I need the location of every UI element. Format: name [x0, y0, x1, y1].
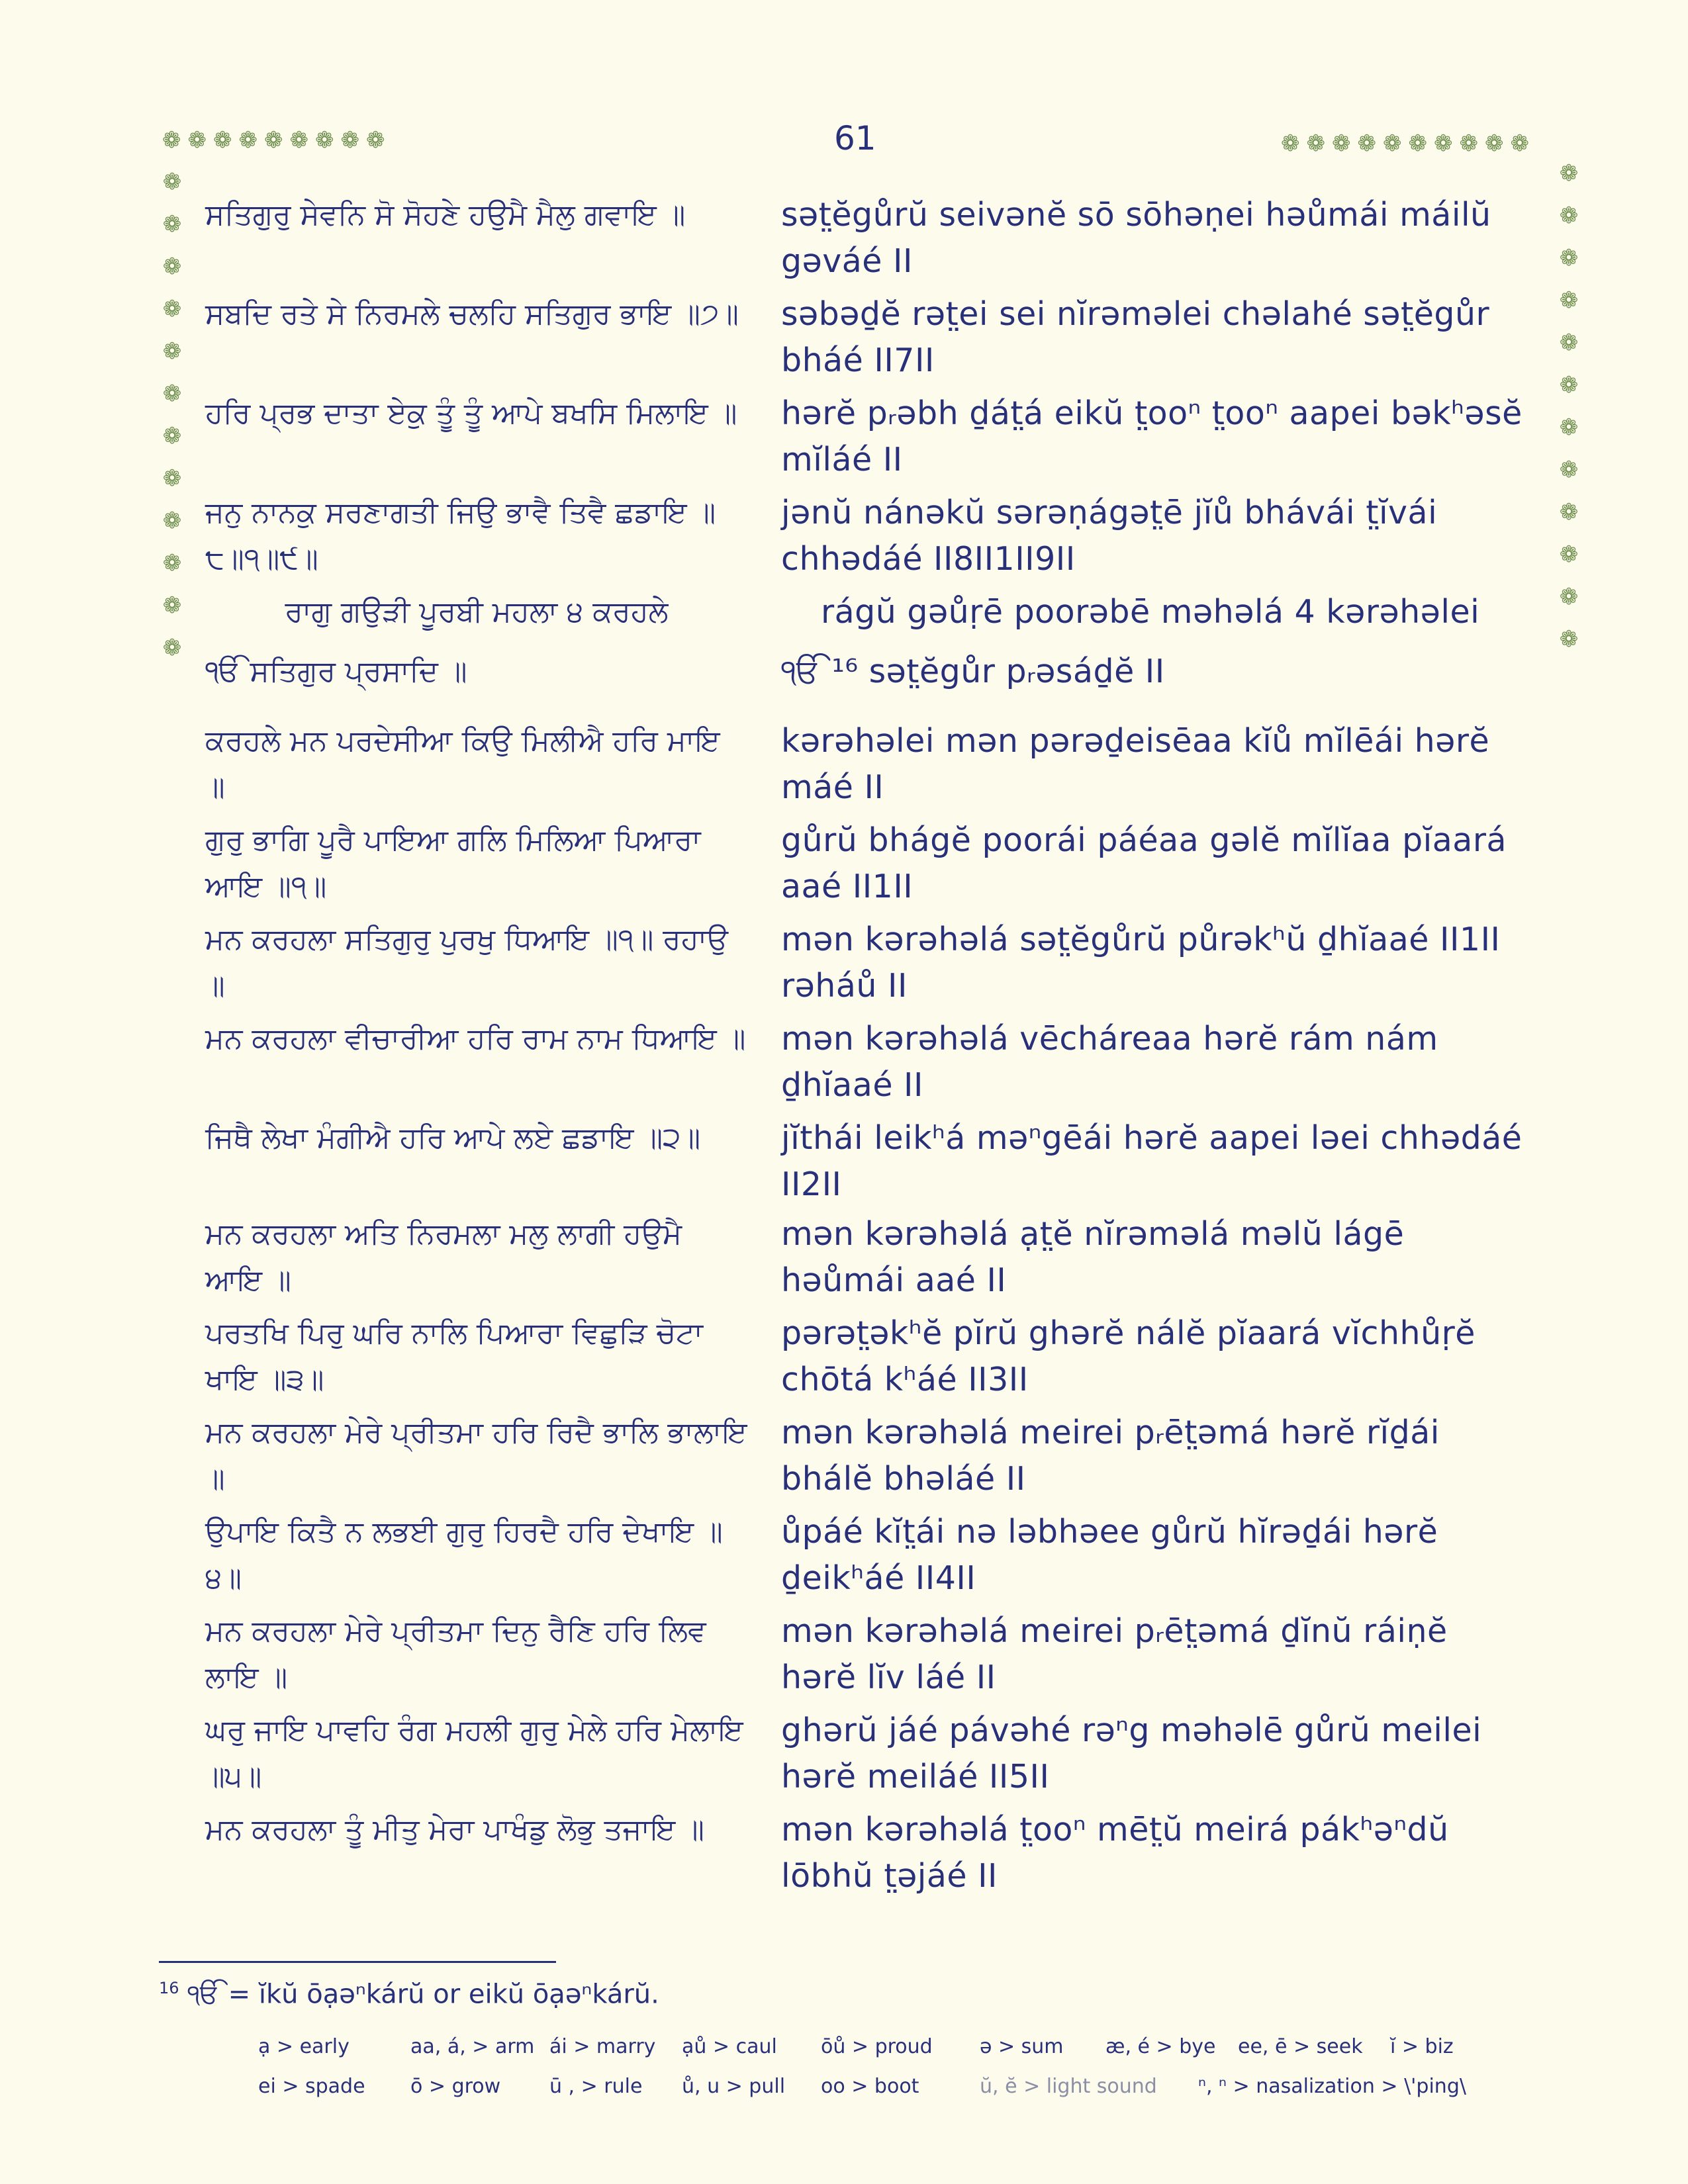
transliteration-line: ੴ ¹⁶ sət̤ĕgůr pᵣəsáḏĕ II [781, 653, 1165, 690]
legend-entry: ei > spade [258, 2075, 365, 2098]
legend-entry: æ, é > bye [1105, 2035, 1216, 2058]
transliteration-line: mən kərəhəlá sət̤ĕgůrŭ půrəkʰŭ ḏhĭaaé II1II rəháů II [781, 921, 1501, 1005]
transliteration-line: pərət̤əkʰĕ pĭrŭ ghərĕ nálĕ pĭaará vĭchhůṛĕ chōtá kʰáé II3II [781, 1314, 1476, 1398]
footnote [159, 1979, 659, 2009]
gurmukhi-line: ਜਨੁ ਨਾਨਕੁ ਸਰਣਾਗਤੀ ਜਿਉ ਭਾਵੈ ਤਿਵੈ ਛਡਾਇ ॥੮॥੧॥੯॥ [205, 496, 716, 576]
transliteration-line: səbəḏĕ rət̤ei sei nĭrəməlei chəlahé sət̤ĕgůr bháé II7II [781, 295, 1490, 379]
gurmukhi-line: ਮਨ ਕਰਹਲਾ ਤੂੰ ਮੀਤੁ ਮੇਰਾ ਪਾਖੰਡੁ ਲੋਭੁ ਤਜਾਇ ॥ [205, 1813, 704, 1846]
top-left-ornament: ❁❁❁❁❁❁❁❁❁ [162, 127, 392, 154]
gurmukhi-line: ਸਬਦਿ ਰਤੇ ਸੇ ਨਿਰਮਲੇ ਚਲਹਿ ਸਤਿਗੁਰ ਭਾਇ ॥੭॥ [205, 297, 739, 331]
transliteration-line: sət̤ĕgůrŭ seivənĕ sō sōhəṇei həůmái máilŭ gəváé II [781, 196, 1491, 280]
transliteration-line: hərĕ pᵣəbh ḏát̤á eikŭ t̤ooⁿ t̤ooⁿ aapei bəkʰəsĕ mĭláé II [781, 394, 1523, 478]
page-number: 61 [834, 119, 876, 158]
legend-entry: oo > boot [821, 2075, 919, 2098]
legend-entry: ŭ, ĕ > light sound [980, 2075, 1157, 2098]
legend-entry: ōů > proud [821, 2035, 933, 2058]
transliteration-line: gůrŭ bhágĕ poorái páéaa gəlĕ mĭlĭaa pĭaará aaé II1II [781, 821, 1507, 905]
gurmukhi-line: ਮਨ ਕਰਹਲਾ ਮੇਰੇ ਪ੍ਰੀਤਮਾ ਦਿਨੁ ਰੈਣਿ ਹਰਿ ਲਿਵ ਲਾਇ ॥ [205, 1614, 706, 1694]
transliteration-line: jənŭ nánəkŭ sərəṇágət̤ē jĭů bhávái t̤ĭvái chhədáé II8II1II9II [781, 494, 1438, 578]
gurmukhi-line: ਸਤਿਗੁਰੁ ਸੇਵਨਿ ਸੋ ਸੋਹਣੇ ਹਉਮੈ ਮੈਲੁ ਗਵਾਇ ॥ [205, 198, 686, 232]
gurmukhi-line: ਮਨ ਕਰਹਲਾ ਅਤਿ ਨਿਰਮਲਾ ਮਲੁ ਲਾਗੀ ਹਉਮੈ ਆਇ ॥ [205, 1217, 682, 1297]
gurmukhi-line: ੴ ਸਤਿਗੁਰ ਪ੍ਰਸਾਦਿ ॥ [205, 655, 467, 688]
transliteration-line: ůpáé kĭt̤ái nə ləbhəee gůrŭ hĭrəḏái hərĕ ḏeikʰáé II4II [781, 1513, 1438, 1597]
transliteration-line: mən kərəhəlá vēcháreaa hərĕ rám nám ḏhĭaaé II [781, 1020, 1438, 1104]
gurmukhi-line: ਹਰਿ ਪ੍ਰਭ ਦਾਤਾ ਏਕੁ ਤੂੰ ਤੂੰ ਆਪੇ ਬਖਸਿ ਮਿਲਾਇ ॥ [205, 396, 737, 430]
transliteration-line: mən kərəhəlá ạt̤ĕ nĭrəməlá məlŭ lágē həůmái aaé II [781, 1215, 1405, 1299]
legend-entry: ə > sum [980, 2035, 1064, 2058]
gurmukhi-line: ਗੁਰੁ ਭਾਗਿ ਪੂਰੈ ਪਾਇਆ ਗਲਿ ਮਿਲਿਆ ਪਿਆਰਾ ਆਇ ॥੧॥ [205, 823, 701, 903]
gurmukhi-line: ਪਰਤਖਿ ਪਿਰੁ ਘਰਿ ਨਾਲਿ ਪਿਆਰਾ ਵਿਛੁੜਿ ਚੋਟਾ ਖਾਇ ॥੩॥ [205, 1316, 704, 1396]
legend-entry: aa, á, > arm [410, 2035, 535, 2058]
right-ornament-column: ❁ ❁ ❁ ❁ ❁ ❁ ❁ ❁ ❁ ❁ ❁ ❁ [1559, 160, 1579, 653]
legend-entry: ĭ > biz [1390, 2035, 1454, 2058]
legend-entry: ee, ē > seek [1238, 2035, 1363, 2058]
legend-entry: ạ > early [258, 2035, 350, 2058]
transliteration-line: mən kərəhəlá meirei pᵣēt̤əmá ḏĭnŭ ráiṇĕ hərĕ lĭv láé II [781, 1612, 1448, 1696]
transliteration-line: ghərŭ jáé pávəhé rəⁿg məhəlē gůrŭ meilei hərĕ meiláé II5II [781, 1711, 1482, 1796]
gurmukhi-line: ਘਰੁ ਜਾਇ ਪਾਵਹਿ ਰੰਗ ਮਹਲੀ ਗੁਰੁ ਮੇਲੇ ਹਰਿ ਮੇਲਾਇ ॥੫॥ [205, 1713, 743, 1794]
footnote-text: ੴ = ĭkŭ ōạəⁿkárŭ or eikŭ ōạəⁿkárŭ. [187, 1979, 659, 2010]
gurmukhi-line: ਉਪਾਇ ਕਿਤੈ ਨ ਲਭਈ ਗੁਰੁ ਹਿਰਦੈ ਹਰਿ ਦੇਖਾਇ ॥੪॥ [205, 1515, 723, 1595]
gurmukhi-line: ਕਰਹਲੇ ਮਨ ਪਰਦੇਸੀਆ ਕਿਉ ਮਿਲੀਐ ਹਰਿ ਮਾਇ ॥ [205, 724, 720, 804]
transliteration-line: kərəhəlei mən pərəḏeisēaa kĭů mĭlēái hərĕ máé II [781, 722, 1490, 806]
legend-entry: ō > grow [410, 2075, 501, 2098]
gurmukhi-line: ਮਨ ਕਰਹਲਾ ਵੀਚਾਰੀਆ ਹਰਿ ਰਾਮ ਨਾਮ ਧਿਆਇ ॥ [205, 1022, 746, 1056]
legend-entry: ū , > rule [549, 2075, 643, 2098]
footnote-number: 16 [159, 1979, 179, 1997]
left-ornament-column: ❁ ❁ ❁ ❁ ❁ ❁ ❁ ❁ ❁ ❁ ❁ ❁ [162, 169, 182, 661]
transliteration-line: mən kərəhəlá meirei pᵣēt̤əmá hərĕ rĭḏái bhálĕ bhəláé II [781, 1414, 1440, 1498]
footnote-divider [159, 1961, 556, 1963]
legend-entry: ů, u > pull [682, 2075, 786, 2098]
top-right-ornament: ❁❁❁❁❁❁❁❁❁❁ [1281, 130, 1536, 157]
transliteration-line: mən kərəhəlá t̤ooⁿ mēt̤ŭ meirá pákʰəⁿdŭ lōbhŭ t̤əjáé II [781, 1811, 1449, 1895]
gurmukhi-heading: ਰਾਗੁ ਗਉੜੀ ਪੂਰਬੀ ਮਹਲਾ ੪ ਕਰਹਲੇ [285, 595, 669, 629]
legend-entry: ạů > caul [682, 2035, 777, 2058]
transliteration-line: jĭthái leikʰá məⁿgēái hərĕ aapei ləei chhədáé II2II [781, 1119, 1523, 1203]
gurmukhi-line: ਮਨ ਕਰਹਲਾ ਮੇਰੇ ਪ੍ਰੀਤਮਾ ਹਰਿ ਰਿਦੈ ਭਾਲਿ ਭਾਲਾਇ ॥ [205, 1416, 747, 1496]
gurmukhi-line: ਮਨ ਕਰਹਲਾ ਸਤਿਗੁਰੁ ਪੁਰਖੁ ਧਿਆਇ ॥੧॥ ਰਹਾਉ ॥ [205, 923, 728, 1003]
transliteration-heading: rágŭ gəůṛē poorəbē məhəlá 4 kərəhəlei [821, 593, 1480, 631]
legend-entry: ái > marry [549, 2035, 656, 2058]
legend-entry: ⁿ, ⁿ > nasalization > \'ping\ [1198, 2075, 1466, 2098]
gurmukhi-line: ਜਿਥੈ ਲੇਖਾ ਮੰਗੀਐ ਹਰਿ ਆਪੇ ਲਏ ਛਡਾਇ ॥੨॥ [205, 1121, 701, 1155]
